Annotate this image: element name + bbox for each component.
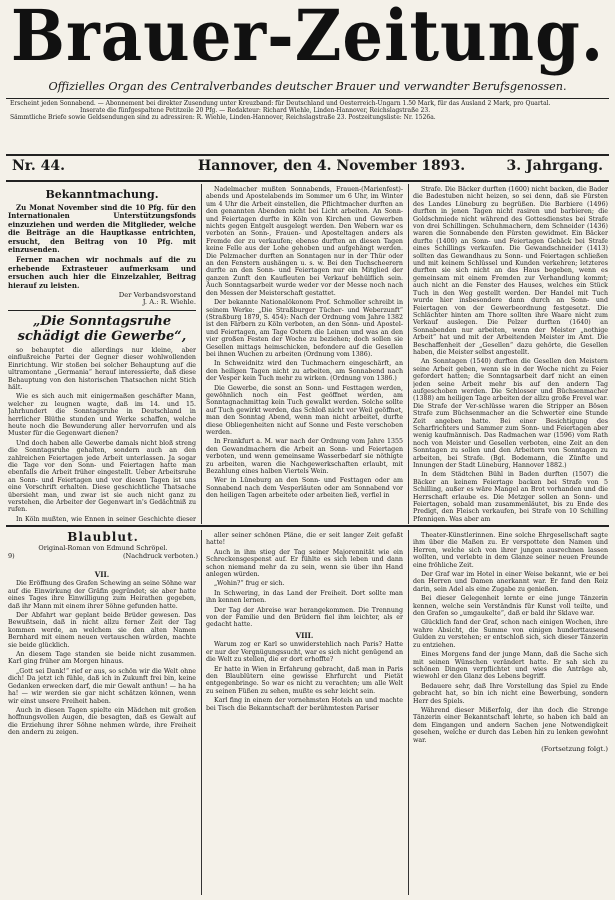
- story-paragraph: Theater-Künstlerinnen. Eine solche Ehrgesellschaft sagte ihm über die Maßen zu. Er verspottete den Namen und Herren, welche sich von ihrer jungen ausrechnen lassen wollten, und verlebte in dem Glanze seiner neuen Freunde eine fröhliche Zeit.: [413, 532, 608, 569]
- story-column-3: [413, 532, 608, 896]
- story-column-1: [8, 568, 196, 896]
- column-divider: [201, 184, 202, 524]
- story-paragraph: Bedauere sehr, daß Ihre Vorstellung das Spiel zu Ende gebracht hat, so bin ich nicht eine Bewerbung, sondern Herr des Spiels.: [413, 682, 608, 705]
- column-2: [206, 186, 403, 522]
- article-paragraph: so behauptet die allerdings nur kleine, aber einflußreiche Partei der Gegner dieser wohlwollenden Einrichtung. Wir stoßen bei solcher Behauptung auf die ultramontane „Germania“ herauf interessierte, daß diese Behauptung von den historischen Thatsachen nicht Stich hält.: [8, 346, 196, 391]
- dateline: [8, 158, 607, 180]
- story-meta: [8, 552, 198, 560]
- notice-text: Zu Monat November sind die 10 Pfg. für den Internationalen Unterstützungsfonds einzuziehen und werden die Mitglieder, welche die Beiträge an die Hauptkasse entrichten, ersucht, den Beitrag von 10 Pfg. mit einzusenden.: [8, 203, 196, 255]
- feuilleton-divider: [6, 525, 609, 527]
- info-line: Sämmtliche Briefe sowie Geldsendungen sind zu adressiren: R. Wiehle, Linden-Hannover, Reichslagstraße 23. Postzeitungsliste: Nr. 1526a.: [10, 114, 436, 121]
- notice-text: Ferner machen wir nochmals auf die zu erhebende Extrasteuer aufmerksam und ersuchen auch hier die Einzelzahler, Beitrag hierauf zu leisten.: [8, 255, 196, 290]
- story-header: [8, 530, 198, 560]
- issue-number: Nr. 44.: [12, 158, 65, 174]
- article-paragraph: An Sonntagen (1540) durften die Gesellen den Meistern seine Arbeit geben, wenn sie in der Woche nicht zu Feier gefordert hatten; die Sonntagsarbeit darf nicht an einen jeden seine Arbeit mehr bis auf den andern Tag aufgeschoben werden. Die Schlosser und Büchsenmacher (1388) am heiligen Tage arbeiten der allzu große Frevel war. Die Strafe der Ver-schlüsse waren die Stripper an Bösen Strafe zum Büchsenmacher an die Schwerter eine Stunde Zeit angeben hatte. Bei einer Besichtigung des Scharfrichters und Sammer zum Sonn- und Feiertagen aber wenig kaufmännisch. Das Radmachen war (1596) vom Rath noch von Meister und Gesellen verboten, eine Zeit an den Sonntagen zu sollen und den Arbeitern von Sonntagen zu arbeiten, bei Strafe. (Bgl. Bodemann, die Zünfte und Innungen der Stadt Lüneburg, Hannover 1882.): [413, 358, 608, 470]
- masthead: [0, 0, 615, 105]
- article-paragraph: Strafe. Die Bäcker durften (1600) nicht backen, die Bader die Badestuben nicht heizen, so sei denn, daß sie Fürsten des Landes Lüneburg zu begrüßen. Die Barbiere (1496) durften in jenen Tagen nicht rasiren und barbieren; die Goldschmiede nicht während des Gottesdienstes bei Strafe von drei Schillingen. Schuhmachern, dem Schneider (1436) waren die Sonnabende den Fürsten gewidmet. Ein Bäcker durfte (1400) an Sonn- und Feiertagen Gebäck bei Strafe eines Schillings verkaufen. Die Gewandschneider (1413) sollten das Gewandhaus zu Sonn- und Feiertagen schließen und mit keinem Schlüssel und Kunden verkehren; letzteres durften sie sich nicht an das Haus begeben, wenn es gemeinsam mit einem Fremden zur Verhandlung kommt; auch nicht an die Fenster des Hauses, welches ein Stück Tuch in den Weg gestellt werden. Der Handel mit Tuch wurde hier insbesondere dann durch an Sonn- und Feiertagen von der Gewerbeordnung festgesetzt. Die Schlächter hinten am Thore sollten ihre Waare nicht zum Verkauf auslegen. Die Pelzer durften (1640) an Sonnabenden nur arbeiten, wenn der Meister „nothige Arbeit“ hat und mit der Arbeitenden Meister im Amt. Die Beschaffenheit der „Gesellen“ dazu gehörte, die Gesellen haben, die Meister selbst angestellt.: [413, 186, 608, 356]
- column-divider: [201, 530, 202, 895]
- divider: [6, 154, 609, 156]
- story-paragraph: Karl fing in einem der vornehmsten Hotels an und machte bei Tisch die Bekanntschaft der berühmtesten Pariser: [206, 697, 403, 712]
- article-paragraph: In Frankfurt a. M. war nach der Ordnung vom Jahre 1355 den Gewandmachern die Arbeit an Sonn- und Feiertagen verboten, und wenn gemeinsame Wasserbedarf sie nöthigte zu arbeiten, waren die Nachgewerkschaften erlaubt, mit Bezahlung eines halben Viertels Wein.: [206, 438, 403, 476]
- newspaper-title: Brauer-Zeitung.: [10, 0, 605, 78]
- article-paragraph: In Köln mußten, wie Ennen in seiner Geschichte dieser: [16, 515, 196, 522]
- issue-date: Hannover, den 4. November 1893.: [198, 158, 466, 174]
- story-paragraph: Der Graf war im Hotel in einer Weise bekannt, wie er bei den Herren und Damen anerkannt war. Er fand den Reiz darin, sein Adel als eine Zugabe zu genießen.: [413, 571, 608, 593]
- chapter-number: VIII.: [295, 630, 314, 640]
- article-title: „Die Sonntagsruhe schädigt die Gewerbe“,: [17, 313, 187, 344]
- column-3: [413, 186, 608, 522]
- story-paragraph: Während dieser Mißerfolg, der ihn doch die Strenge Tänzerin einer Bekanntschaft lehrte, so haben ich bald an dem Eingangen und andern Sachen jene Notwendigkeit gesehen, welche er durch das Leben hin zu lenken gewohnt war.: [413, 706, 608, 744]
- info-line: Erscheint jeden Sonnabend. — Abonnement bei direkter Zusendung unter Kreuzband: für Deutschland und Oesterreich-Ungarn 1.50 Mark, für das Ausland 2 Mark, pro Quartal.: [10, 100, 551, 107]
- article-paragraph: Der bekannte Nationalökonom Prof. Schmoller schreibt in seinem Werke: „Die Straßburger Tücher- und Weberzunft“ (Straßburg 1879, S. 454): Nach der Ordnung vom Jahre 1382 ist den Färbern zu Köln verboten, an den Sonn- und Apostel- und Feiertagen, am Tage Ostern die Leinen und was an den vier großen Festen der Woche zu beziehen; doch sollen sie Gesellen mittags heimschicken, befondere auf die Gesellen bei ihnen Wuchen zu arbeiten (Ordnung vom 1386).: [206, 299, 403, 358]
- notice-signature: Der Verbandsvorstand J. A.: R. Wiehle.: [118, 291, 196, 307]
- article-paragraph: In dem Städtchen Bühl in Baden durften (1507) die Bäcker an keinem Feiertage backen bei Strafe von 5 Schilling, außer es wäre Mangel an Brot vorhanden und die Herrschaft erlaube es. Die Metzger sollen an Sonn- und Feiertagen, sobald man zusammenläutet, bis zu Ende des Predigt, den Fleisch verkaufen, bei Strafe von 10 Schilling Pfennigen. Was aber am: [413, 471, 608, 522]
- story-paragraph: Auch in diesen Tagen spielte ein Mädchen mit großen hoffnungsvollen Augen, die besagten, daß es Gewalt auf die Erziehung ihrer Söhne nehmen würde, ihre Freiheit den andern zu zeigen.: [8, 706, 196, 737]
- divider: [8, 310, 196, 311]
- article-paragraph: Die Gewerbe, die sonst an Sonn- und Festtagen werden, gewöhnlich noch ein Fest geöffnet werden, am Sonntagnachmittag kein Tuch gewalkt werden. Solche sollte auf Tuch gewirkt werden, das Schloß nicht vor Weil geöffnet, man den Sonntag Abend, wenn man nicht arbeitet, durfte diese Obliegenheiten nicht auf Sonne und Feste verschoben werden.: [206, 384, 403, 436]
- story-paragraph: Bei dieser Gelegenheit lernte er eine junge Tänzerin kennen, welche sein Verständnis für Kunst voll teilte, und den Grafen so „umgaukelte“, daß er bald ihr Sklave war.: [413, 595, 608, 618]
- column-1: [8, 186, 196, 522]
- article-paragraph: Und doch haben alle Gewerbe damals nicht bloß streng die Sonntagsruhe gehalten, sondern auch an den zahlreichen Feiertagen jede Arbeit unterlassen. Ja sogar die Tage vor den Sonn- und Feiertagen hatte man ebenfalls die Arbeit früher eingestellt. Ueber Arbeitsruhe an Sonn- und Feiertagen und vor diesen Tagen ist uns eine Vorschrift erhalten. Diese geschichtliche Thatsache übersieht man, und zwar ist sie auch nicht ganz zu verstehen, die Arbeiter der Gegenwart in's Gedächtniß zu rufen.: [8, 439, 196, 514]
- story-paragraph: Eines Morgens fand der junge Mann, daß die Sache sich mit seinen Wünschen verändert hatte. Er sah sich zu schönen Dingen verpflichtet und wies die Anträge ab, wiewohl er den Glanz des Lebens begriff.: [413, 651, 608, 681]
- volume-year: 3. Jahrgang.: [506, 158, 603, 174]
- info-line: Inserate die fünfgespaltene Petitzeile 20 Pfg. — Redakteur: Richard Wiehle, Linden-Hannover, Reichslagstraße 23.: [80, 107, 431, 114]
- continued-note: (Fortsetzung folgt.): [541, 744, 608, 753]
- story-paragraph: „Gott sei Dank!“ rief er aus, so schön wir die Welt ohne dich! Da jetzt ich fühle, daß ich in Zukunft frei bin, keine Gedanken erwecken darf, die mir Gewalt anthun! — ha ha ha! — wir werden sie gar nicht schätzen können, wenn wir einst unsere Freiheit haben.: [8, 667, 196, 705]
- column-divider: [408, 184, 409, 524]
- reprint-note: (Nachdruck verboten.): [123, 552, 198, 560]
- article-paragraph: Wer in Lüneburg an den Sonn- und Festtagen oder am Sonnabend nach dem Vesperläuten oder am Sonnabend vor den heiligen Tagen arbeitete oder arbeiten ließ, verfiel in: [206, 477, 403, 500]
- story-paragraph: An diesem Tage standen sie beide nicht zusammen. Karl ging früher am Morgen hinaus.: [8, 651, 196, 666]
- installment-number: 9): [8, 552, 15, 560]
- subscription-info: [10, 100, 605, 121]
- story-paragraph: Glücklich fand der Graf, schon nach einigen Wochen, ihre wahre Absicht, die Summe von einigen hunderttausend Gulden zu verstehen; er entschloß sich, sich dieser Tänzerin zu entziehen.: [413, 619, 608, 649]
- story-column-2: [206, 532, 403, 896]
- article-paragraph: Nadelmacher mußten Sonnabends, Frauen-(Marienfest)-abends und Apostelabends im Sommer um 6 Uhr, im Winter um 4 Uhr die Arbeit einstellen, die Pflichtmacher durften an den genannten Abenden nicht bei Licht arbeiten. An Sonn- und Feiertagen durfte in Köln von Kirchen und Gewerben nichts gegen Entgelt ausgelegt werden. Den Webern war es verboten an Sonn-, Frauen- und Aposteltagen anders als Fremde der zu verkaufen; ebenso durften an diesen Tagen keine Felle aus der Lohe gehoben und aufgehängt werden. Die Pelzmacher durften an Sonntagen nur in der Thür oder an den Fenstern aushängen u. s. w. Bei den Tuchscheerern durfte an den Sonn- und Feiertagen nur ein Mitglied der ganzen Zunft den Kaufleuten bei Verkauf behülflich sein. Auch Sonntagsarbeit wurde weder vor der Messe noch nach den Messen der Meisterschaft gestattet.: [206, 186, 403, 297]
- divider: [6, 180, 609, 182]
- story-paragraph: Der Abfahrt war geplant beide Brüder gewesen. Das Bewußtsein, daß in nicht allzu ferner Zeit der Tag kommen werde, an welchem sie den alten Namen Bernhard mit einem neuen vertauschen würden, machte sie beide glücklich.: [8, 612, 196, 649]
- story-paragraph: Auch in ihm stieg der Tag seiner Majorennität wie ein Schreckensgespenst auf. Er fühlte es sich leben und dann schon niemand mehr da zu sein, wenn sie über ihn Hand anlegen würden.: [206, 548, 403, 579]
- chapter-number: VII.: [94, 570, 110, 579]
- story-paragraph: Die Eröffnung des Grafen Schewing an seine Söhne war auf die Einwirkung der Gräfin gegründet; sie aber hatte eines Tages ihre Einwilligung zum Heirathen gegeben, daß ihr Mann mit einem ihrer Söhne gefunden hatte.: [8, 580, 196, 610]
- story-paragraph: Der Tag der Abreise war herangekommen. Die Trennung von der Familie und den Brüdern fiel ihm leichter, als er gedacht hatte.: [206, 606, 403, 629]
- story-paragraph: „Wohin?“ frug er sich.: [214, 580, 285, 588]
- story-paragraph: aller seiner schönen Pläne, die er seit langer Zeit gefaßt hatte!: [206, 532, 403, 547]
- story-title: Blaublut.: [67, 530, 139, 544]
- column-divider: [408, 530, 409, 895]
- article-paragraph: Wie es sich auch mit einigermaßen geschäfter Mann, welcher zu leugnen wagte, daß im 14. und 15. Jahrhundert die Sonntagsruhe in Deutschland in herrlicher Blüthe stunden und Werke schaffen, welche heute noch die Bewunderung aller hervorrufen und als Muster für die Gegenwart dienen?: [8, 393, 196, 438]
- story-paragraph: Warum zog er Karl so unwiderstehlich nach Paris? Hatte er nur der Vergnügungssucht, war es sich nicht genügend an die Welt zu stellen, die er dort erhoffte?: [206, 641, 403, 664]
- notice-heading: Bekanntmachung.: [45, 188, 159, 201]
- story-paragraph: Er hatte in Wien in Erfahrung gebracht, daß man in Paris den Blaublütern eine gewisse Ehrfurcht und Pietät entgegenbringe. So war es nicht zu verachten; um alle Welt zu seinen Füßen zu sehen, mußte es sehr leicht sein.: [206, 665, 403, 695]
- article-paragraph: In Schweidnitz wird den Tuchmachern eingeschärft, an den heiligen Tagen nicht zu arbeiten, am Sonnabend nach der Vesper kein Tuch mehr zu wirken. (Ordnung von 1386.): [206, 360, 403, 383]
- newspaper-subtitle: Offizielles Organ des Centralverbandes deutscher Brauer und verwandter Berufsgenossen.: [48, 80, 567, 93]
- divider: [6, 98, 609, 99]
- story-byline: Original-Roman von Edmund Schröpel.: [38, 544, 168, 552]
- story-paragraph: In Schwering, in das Land der Freiheit. Dort sollte man ihn kennen lernen.: [206, 589, 403, 605]
